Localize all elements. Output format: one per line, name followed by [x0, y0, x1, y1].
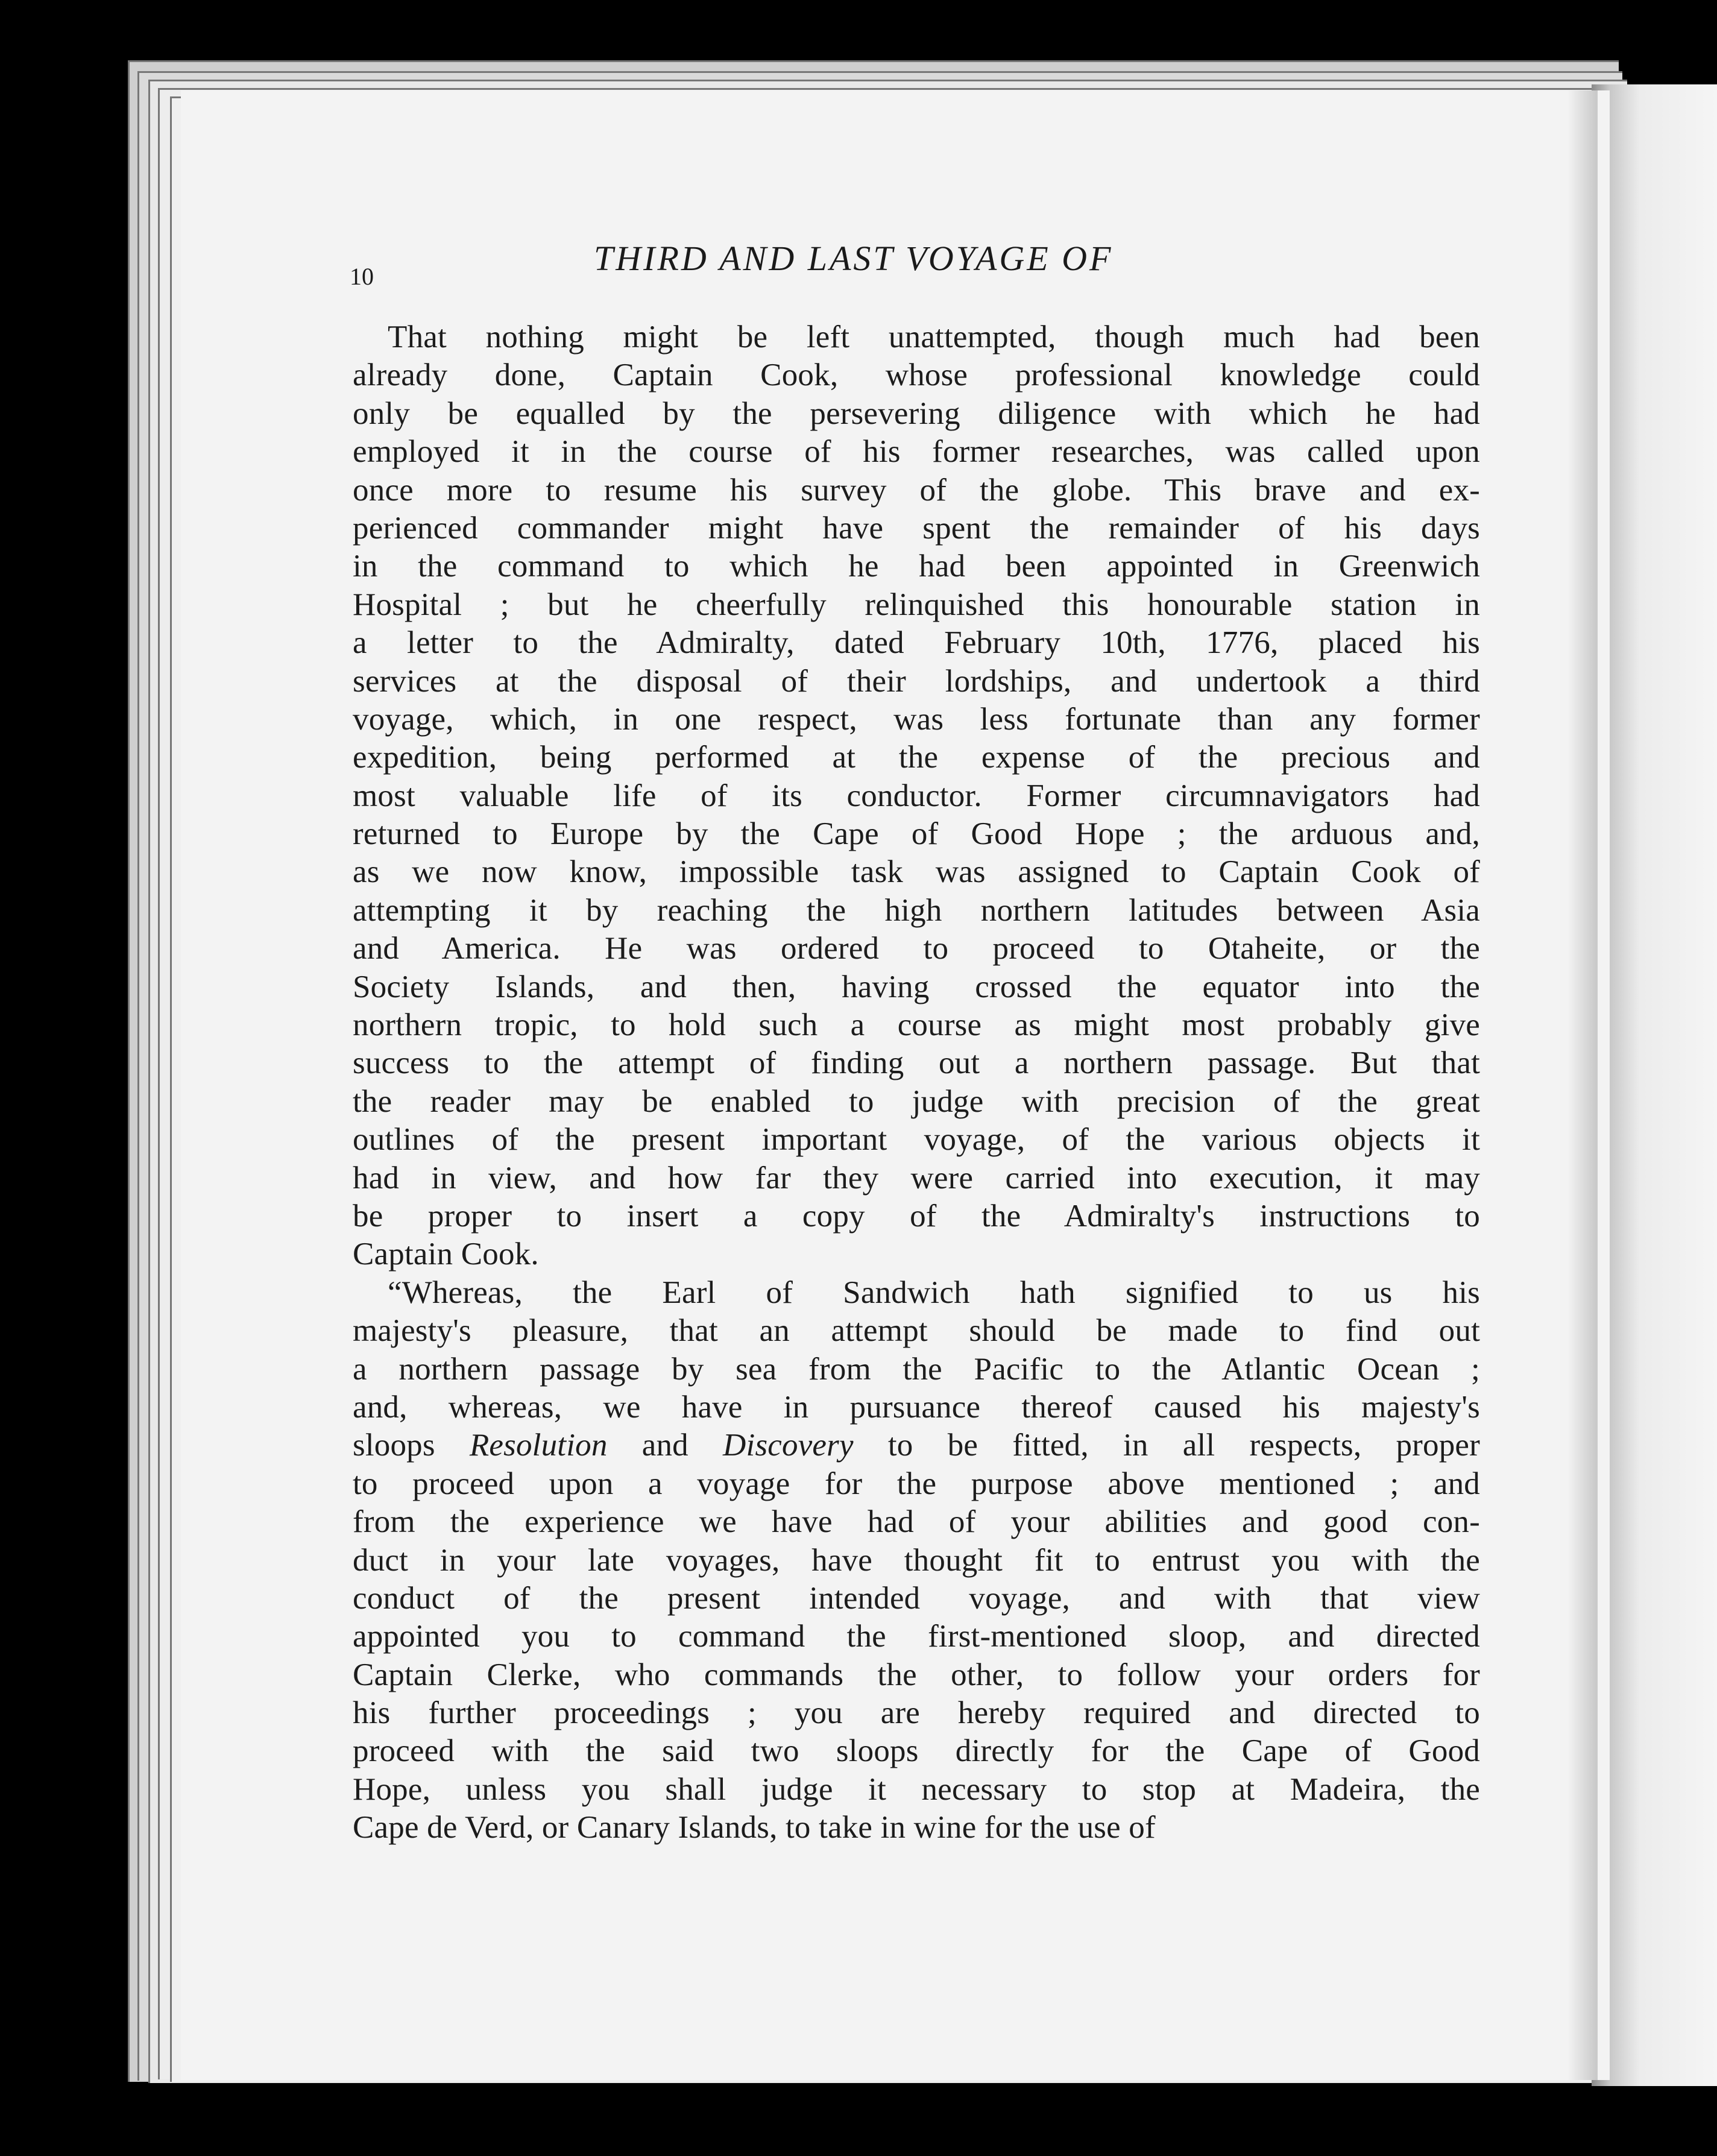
gutter-shadow	[1567, 90, 1598, 2080]
body-text	[353, 318, 1480, 1847]
text-line: a letter to the Admiralty, dated February 10th, 1776, placed his	[353, 625, 1480, 661]
text-line: only be equalled by the persevering diligence with which he had	[353, 396, 1480, 431]
text-line: majesty's pleasure, that an attempt should be made to find out	[353, 1313, 1480, 1349]
text-line: employed it in the course of his former researches, was called upon	[353, 434, 1480, 470]
text-line: appointed you to command the first-mentioned sloop, and directed	[353, 1619, 1480, 1654]
text-line: duct in your late voyages, have thought fit to entrust you with the	[353, 1542, 1480, 1578]
text-line: the reader may be enabled to judge with precision of the great	[353, 1083, 1480, 1119]
text-line: sloops Resolution and Discovery to be fitted, in all respects, proper	[353, 1428, 1480, 1463]
paragraph	[353, 318, 1480, 1274]
running-title: THIRD AND LAST VOYAGE OF	[594, 239, 1114, 278]
facing-page	[1592, 84, 1717, 2086]
text-line: as we now know, impossible task was assigned to Captain Cook of	[353, 854, 1480, 890]
text-line: Hope, unless you shall judge it necessary to stop at Madeira, the	[353, 1771, 1480, 1807]
text-line: had in view, and how far they were carried into execution, it may	[353, 1160, 1480, 1196]
text-line: expedition, being performed at the expense of the precious and	[353, 740, 1480, 775]
paragraph	[353, 1274, 1480, 1847]
text-line: already done, Captain Cook, whose professional knowledge could	[353, 358, 1480, 393]
text-line: his further proceedings ; you are hereby required and directed to	[353, 1695, 1480, 1731]
text-line: and, whereas, we have in pursuance thereof caused his majesty's	[353, 1389, 1480, 1425]
text-line: perienced commander might have spent the remainder of his days	[353, 510, 1480, 546]
text-line: most valuable life of its conductor. Former circumnavigators had	[353, 778, 1480, 813]
text-line: Hospital ; but he cheerfully relinquished this honourable station in	[353, 587, 1480, 622]
text-line: to proceed upon a voyage for the purpose above mentioned ; and	[353, 1466, 1480, 1501]
text-line: success to the attempt of finding out a northern passage. But that	[353, 1045, 1480, 1081]
text-line: That nothing might be left unattempted, though much had been	[388, 320, 1480, 355]
page-number: 10	[350, 263, 374, 290]
text-line: and America. He was ordered to proceed to Otaheite, or the	[353, 931, 1480, 966]
text-line: a northern passage by sea from the Pacific to the Atlantic Ocean ;	[353, 1351, 1480, 1387]
text-line: Captain Cook.	[353, 1237, 539, 1272]
text-line: returned to Europe by the Cape of Good Hope ; the arduous and,	[353, 816, 1480, 852]
running-head	[350, 238, 1495, 290]
text-line: in the command to which he had been appointed in Greenwich	[353, 549, 1480, 584]
text-line: Captain Clerke, who commands the other, to follow your orders for	[353, 1657, 1480, 1692]
text-line: Cape de Verd, or Canary Islands, to take in wine for the use of	[353, 1810, 1156, 1846]
text-line: proceed with the said two sloops directly for the Cape of Good	[353, 1733, 1480, 1769]
text-line: conduct of the present intended voyage, and with that view	[353, 1580, 1480, 1616]
text-line: voyage, which, in one respect, was less fortunate than any former	[353, 701, 1480, 737]
text-line: “Whereas, the Earl of Sandwich hath signified to us his	[388, 1275, 1480, 1310]
text-line: once more to resume his survey of the globe. This brave and ex-	[353, 472, 1480, 508]
text-line: from the experience we have had of your abilities and good con-	[353, 1504, 1480, 1540]
text-line: attempting it by reaching the high northern latitudes between Asia	[353, 892, 1480, 928]
text-line: be proper to insert a copy of the Admiralty's instructions to	[353, 1198, 1480, 1234]
text-line: services at the disposal of their lordships, and undertook a third	[353, 663, 1480, 699]
text-line: northern tropic, to hold such a course as might most probably give	[353, 1007, 1480, 1043]
text-line: outlines of the present important voyage, of the various objects it	[353, 1122, 1480, 1158]
text-line: Society Islands, and then, having crossed the equator into the	[353, 969, 1480, 1004]
